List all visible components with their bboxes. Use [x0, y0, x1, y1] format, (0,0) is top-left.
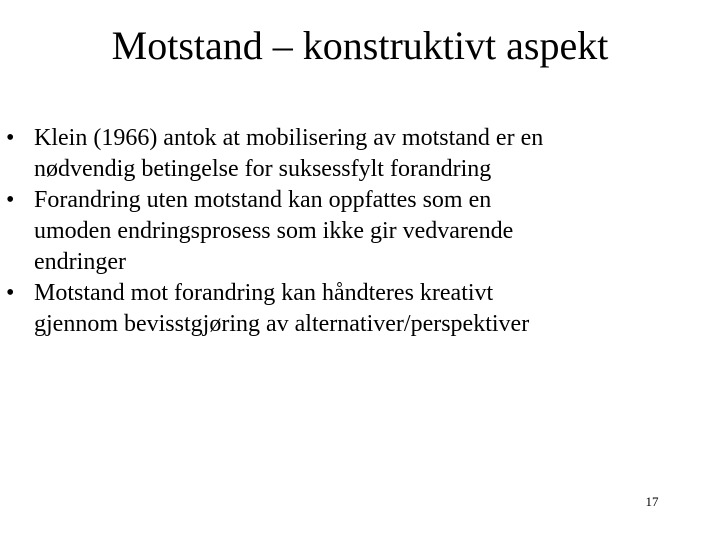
bullet-line: umoden endringsprosess som ikke gir vedvarende — [34, 218, 514, 244]
bullet-item — [0, 185, 720, 278]
bullet-list — [0, 123, 720, 340]
bullet-item — [0, 278, 720, 340]
bullet-line: gjennom bevisstgjøring av alternativer/perspektiver — [34, 311, 530, 337]
bullet-line: endringer — [34, 249, 126, 275]
bullet-item — [0, 123, 720, 185]
bullet-line: nødvendig betingelse for suksessfylt forandring — [34, 156, 492, 182]
bullet-text — [34, 185, 716, 278]
bullet-icon: • — [6, 187, 15, 213]
slide-title: Motstand – konstruktivt aspekt — [111, 23, 609, 68]
bullet-icon: • — [6, 280, 15, 306]
bullet-line: Forandring uten motstand kan oppfattes som en — [34, 187, 492, 213]
bullet-icon: • — [6, 125, 15, 151]
bullet-text — [34, 123, 716, 185]
bullet-line: Motstand mot forandring kan håndteres kreativt — [34, 280, 494, 306]
page-number: 17 — [645, 494, 659, 509]
bullet-line: Klein (1966) antok at mobilisering av motstand er en — [34, 125, 544, 151]
bullet-text — [34, 278, 716, 340]
